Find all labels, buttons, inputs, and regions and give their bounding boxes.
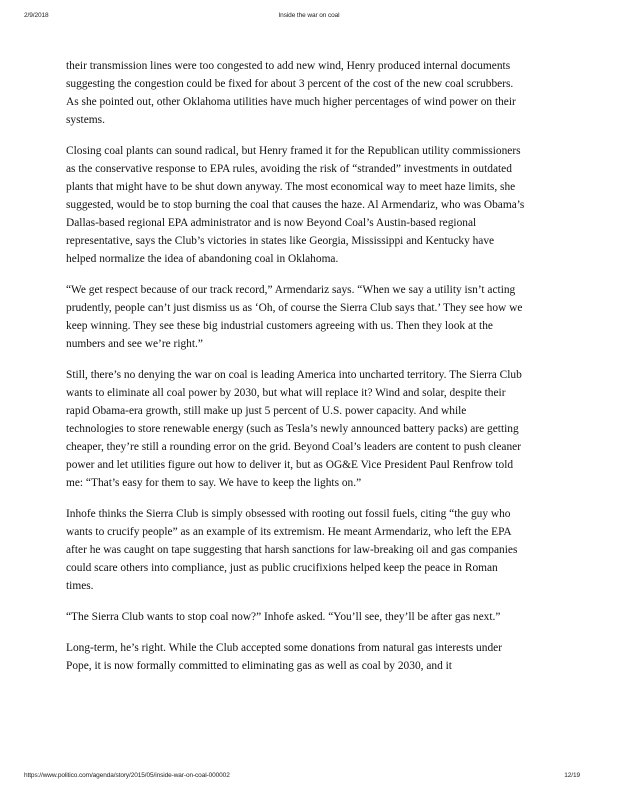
article-paragraph: “We get respect because of our track record,” Armendariz says. “When we say a utility isn’t acting prudently, people can’t just dismiss us as ‘Oh, of course the Sierra Club says that.’ They see how we keep winning. They see these big industrial customers agreeing with us. Then they look at the numbers and see we’re right.” (66, 284, 523, 350)
print-page-title: Inside the war on coal (278, 12, 340, 19)
article-paragraph: their transmission lines were too congested to add new wind, Henry produced internal documents suggesting the congestion could be fixed for about 3 percent of the cost of the new coal scrubbers. As she pointed out, other Oklahoma utilities have much higher percentages of wind power on their systems. (66, 60, 516, 126)
print-footer (0, 772, 618, 784)
print-header (0, 12, 618, 24)
print-page-number: 12/19 (564, 772, 580, 779)
article-paragraph: “The Sierra Club wants to stop coal now?” Inhofe asked. “You’ll see, they’ll be after gas next.” (66, 611, 501, 623)
print-date: 2/9/2018 (24, 12, 49, 19)
article-paragraph: Long-term, he’s right. While the Club accepted some donations from natural gas interests under Pope, it is now formally committed to eliminating gas as well as coal by 2030, and it (66, 642, 502, 672)
article-paragraph: Closing coal plants can sound radical, but Henry framed it for the Republican utility commissioners as the conservative response to EPA rules, avoiding the risk of “stranded” investments in outdated plants that might have to be shut down anyway. The most economical way to meet haze limits, she suggested, would be to stop burning the coal that causes the haze. Al Armendariz, who was Obama’s Dallas-based regional EPA administrator and is now Beyond Coal’s Austin-based regional representative, says the Club’s victories in states like Georgia, Mississippi and Kentucky have helped normalize the idea of abandoning coal in Oklahoma. (66, 145, 525, 265)
article-paragraph: Inhofe thinks the Sierra Club is simply obsessed with rooting out fossil fuels, citing “the guy who wants to crucify people” as an example of its extremism. He meant Armendariz, who left the EPA after he was caught on tape suggesting that harsh sanctions for law-breaking oil and gas companies could scare others into compliance, just as public crucifixions helped keep the peace in Roman times. (66, 508, 518, 592)
print-url: https://www.politico.com/agenda/story/2015/05/inside-war-on-coal-000002 (24, 772, 230, 779)
article-body (66, 57, 526, 688)
article-paragraph: Still, there’s no denying the war on coal is leading America into uncharted territory. The Sierra Club wants to eliminate all coal power by 2030, but what will replace it? Wind and solar, despite their rapid Obama-era growth, still make up just 5 percent of U.S. power capacity. And while technologies to store renewable energy (such as Tesla’s newly announced battery packs) are getting cheaper, they’re still a rounding error on the grid. Beyond Coal’s leaders are content to push cleaner power and let utilities figure out how to deliver it, but as OG&E Vice President Paul Renfrow told me: “That’s easy for them to say. We have to keep the lights on.” (66, 369, 522, 489)
